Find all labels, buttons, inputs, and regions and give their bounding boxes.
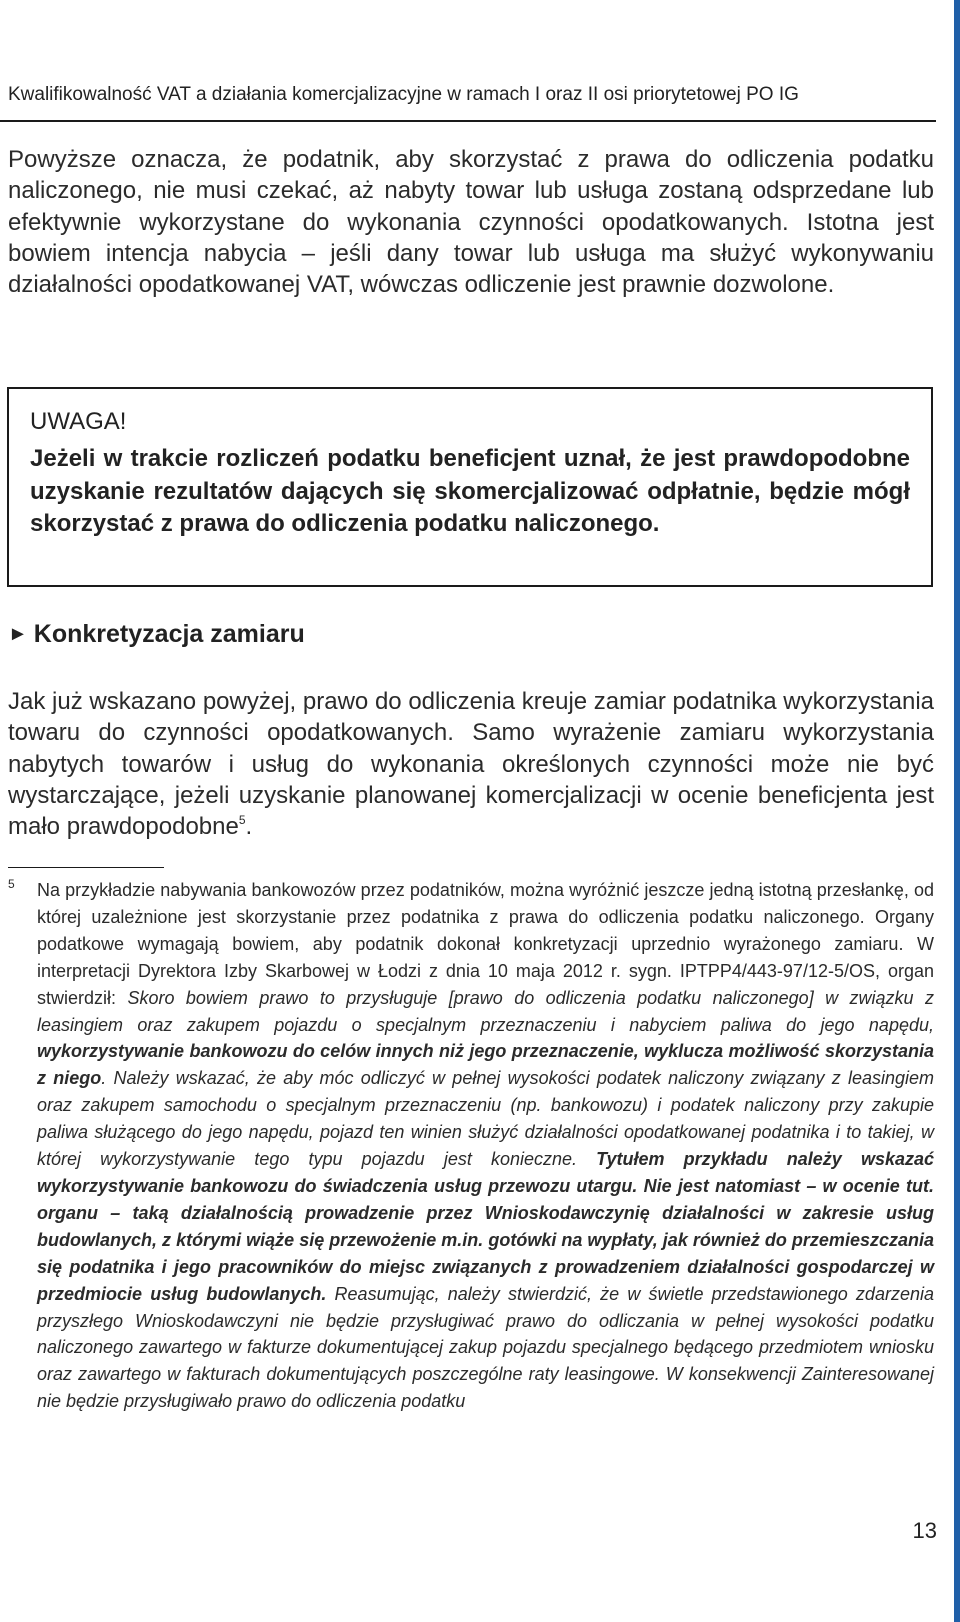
header-divider [0,120,936,122]
body-paragraph-2 [8,686,934,842]
footnote-quote-3: Reasumując, należy stwierdzić, że w świetle przedstawionego zdarzenia przyszłego Wnioskodawczyni nie będzie przysługiwać prawo do odliczania w pełnej wysokości podatku naliczonego zawartego w fakturze dokumentującej zakup pojazdu specjalnego będącego przedmiotem wniosku oraz zawartego w fakturach dokumentujących poszczególne raty leasingowe. W konsekwencji Zainteresowanej nie będzie przysługiwało prawo do odliczenia podatku [37,1283,934,1412]
footnote-quote-1: Skoro bowiem prawo to przysługuje [prawo do odliczenia podatku naliczonego] w związku z leasingiem oraz zakupem pojazdu o specjalnym przeznaczeniu i nabyciem paliwa do jego napędu, [37,987,935,1035]
footnote-text-1: Na przykładzie nabywania bankowozów przez podatników, można wyróżnić jeszcze jedną istotną przesłankę, od której uzależnione jest skorzystanie przez podatnika z prawa do odliczenia podatku naliczonego. Organy podatkowe wymagają bowiem, aby podatnik dokonał konkretyzacji uprzednio wyrażonego zamiaru. W interpretacji Dyrektora Izby Skarbowej w Łodzi z dnia 10 maja 2012 r. sygn. IPTPP4/443-97/12-5/OS, organ stwierdził: [37,880,934,1008]
footnote-quote-2: . Należy wskazać, że aby móc odliczyć w pełnej wysokości podatek naliczony związany z leasingiem oraz zakupem samochodu o specjalnym przeznaczeniu (np. bankowozu) i podatek naliczony przy zakupie paliwa służącego do jego napędu, pojazd ten winien służyć działalności opodatkowanej podatnika i to takiej, w której wykorzystywanie tego typu pojazdu jest konieczne. [37,1068,935,1170]
triangle-bullet-icon: ► [8,623,28,645]
footnote-quote-emphasis-1: wykorzystywanie bankowozu do celów innych niż jego przeznaczenie, wyklucza możliwość skorzystania z niego [37,1041,934,1089]
section-heading-text: Konkretyzacja zamiaru [33,620,305,648]
body-paragraph-2-end: . [245,813,253,841]
section-heading [8,620,305,649]
page-number: 13 [912,1518,937,1543]
footnote-marker: 5 [8,877,15,891]
footnote-quote-emphasis-2: Tytułem przykładu należy wskazać wykorzystywanie bankowozu do świadczenia usług przewozu utargu. Nie jest natomiast – w ocenie tut. organu – taką działalnością prowadzenie przez Wnioskodawczynię działalności w zakresie usług budowlanych, z którymi wiąże się przewożenie m.in. gotówki na wypłaty, jak również do przemieszczania się podatnika i jego pracowników do miejsc związanych z prowadzeniem działalności gospodarczej w przedmiocie usług budowlanych. [37,1149,935,1304]
body-paragraph-2-text: Jak już wskazano powyżej, prawo do odliczenia kreuje zamiar podatnika wykorzystania towaru do czynności opodatkowanych. Samo wyrażenie zamiaru wykorzystania nabytych towarów i usług do wykonania określonych czynności może nie być wystarczające, jeżeli uzyskanie planowanej komercjalizacji w ocenie beneficjenta jest mało prawdopodobne [8,688,934,841]
footnote-divider [8,867,164,868]
footnote-body [37,877,934,1415]
notice-body: Jeżeli w trakcie rozliczeń podatku beneficjent uznał, że jest prawdopodobne uzyskanie rezultatów dających się skomercjalizować odpłatnie, będzie mógł skorzystać z prawa do odliczenia podatku naliczonego. [30,445,910,537]
footnote-reference[interactable]: 5 [238,813,246,828]
notice-box [7,387,933,587]
page-edge-accent-bar [954,0,960,1622]
running-header: Kwalifikowalność VAT a działania komercjalizacyjne w ramach I oraz II osi priorytetowej PO IG [8,84,799,105]
body-paragraph-1: Powyższe oznacza, że podatnik, aby skorzystać z prawa do odliczenia podatku naliczonego, nie musi czekać, aż nabyty towar lub usługa zostaną odsprzedane lub efektywnie wykorzystane do wykonania czynności opodatkowanych. Istotna jest bowiem intencja nabycia – jeśli dany towar lub usługa ma służyć wykonywaniu działalności opodatkowanej VAT, wówczas odliczenie jest prawnie dozwolone. [8,146,934,299]
notice-title: UWAGA! [30,408,127,435]
